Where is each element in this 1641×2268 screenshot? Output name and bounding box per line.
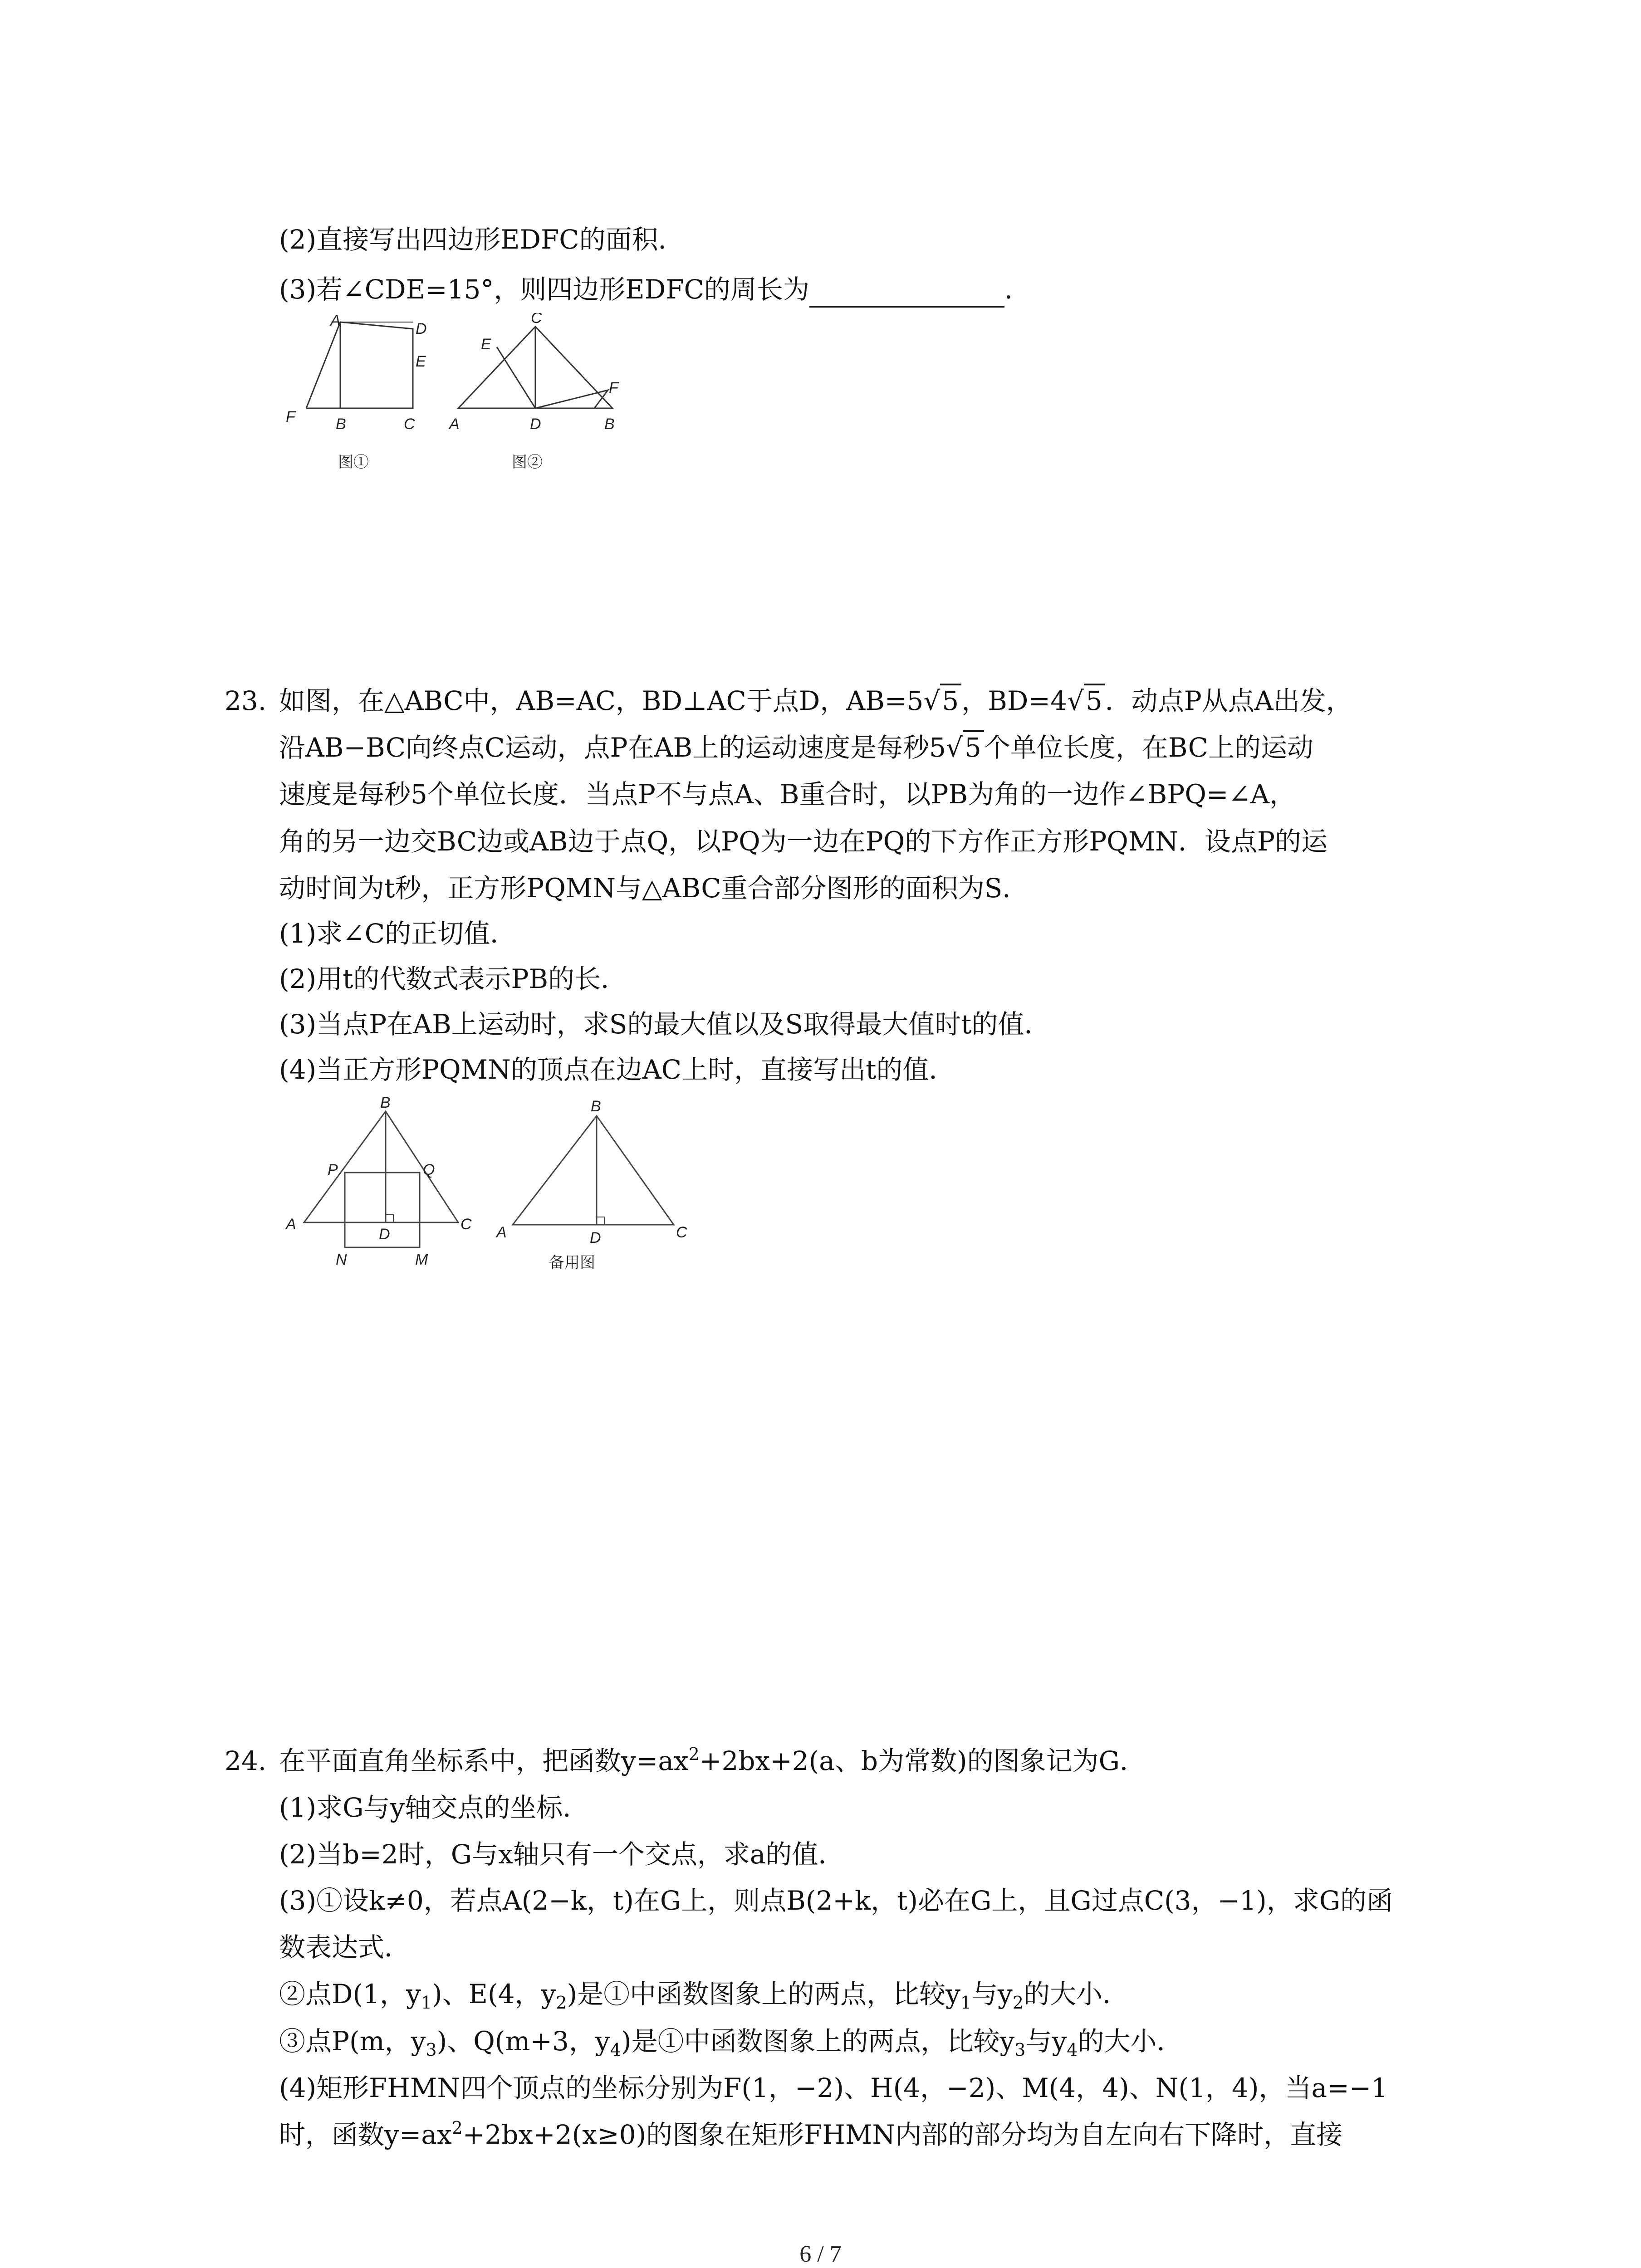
subscript: 2	[1012, 1993, 1024, 2013]
sqrt-5: √5	[946, 729, 984, 766]
q23-line-4: 角的另一边交BC边或AB边于点Q，以PQ为一边在PQ的下方作正方形PQMN．设点P的运	[279, 826, 1328, 857]
q23-part1: (1)求∠C的正切值．	[279, 918, 517, 949]
q23-line-2	[279, 729, 1313, 766]
sqrt-5: √5	[1067, 683, 1105, 719]
q23-part3: (3)当点P在AB上运动时，求S的最大值以及S取得最大值时t的值．	[279, 1009, 1051, 1040]
label-C: C	[404, 415, 415, 433]
q24-part3c	[279, 2023, 1183, 2059]
q23-line2-b: 个单位长度，在BC上的运动	[984, 732, 1313, 763]
q24-part2: (2)当b=2时，G与x轴只有一个交点，求a的值．	[279, 1839, 845, 1870]
t: 时，函数y=ax	[279, 2119, 452, 2150]
label-D: D	[379, 1226, 390, 1243]
q22-part2: (2)直接写出四边形EDFC的面积．	[279, 224, 685, 255]
subscript: 4	[610, 2040, 621, 2060]
q23-line-3: 速度是每秒5个单位长度．当点P不与点A、B重合时，以PB为角的一边作∠BPQ=∠A，	[279, 779, 1296, 810]
sqrt-5: √5	[923, 683, 961, 719]
label-A: A	[330, 313, 341, 329]
subscript: 2	[556, 1993, 567, 2013]
figure-caption: 图②	[512, 454, 543, 471]
t: )、Q(m+3，y	[436, 2026, 610, 2057]
page-number: 6 / 7	[799, 2241, 842, 2267]
label-P: P	[328, 1161, 338, 1178]
q23-line1-a: 如图，在△ABC中，AB=AC，BD⊥AC于点D，AB=5	[279, 685, 924, 716]
label-E: E	[481, 336, 491, 353]
label-N: N	[336, 1251, 347, 1268]
t: ②点D(1，y	[279, 1979, 421, 2009]
label-A: A	[449, 415, 460, 433]
q22-part3-text: (3)若∠CDE=15°，则四边形EDFC的周长为	[279, 274, 809, 305]
q22-figure-1	[277, 313, 467, 481]
label-B: B	[591, 1098, 601, 1115]
subscript: 4	[1067, 2040, 1078, 2060]
t: 与y	[971, 1979, 1013, 2009]
label-D: D	[416, 320, 427, 337]
q24-line-1	[279, 1743, 1146, 1779]
label-D: D	[530, 415, 541, 433]
q24-line1-a: 在平面直角坐标系中，把函数y=ax	[279, 1745, 689, 1776]
label-A: A	[286, 1216, 296, 1233]
q24-part4-line2	[279, 2116, 1342, 2153]
label-Q: Q	[423, 1161, 435, 1178]
label-B: B	[604, 415, 615, 433]
label-C: C	[531, 313, 542, 327]
q23-figure-1	[277, 1093, 476, 1275]
q23-figure-2	[490, 1093, 690, 1284]
q22-part3-end: ．	[1004, 274, 1031, 305]
answer-blank	[809, 280, 1004, 308]
t: +2bx+2(x≥0)的图象在矩形FHMN内部的部分均为自左向右下降时，直接	[462, 2119, 1343, 2150]
q24-part1: (1)求G与y轴交点的坐标．	[279, 1792, 589, 1823]
q24-part4-line1: (4)矩形FHMN四个顶点的坐标分别为F(1，−2)、H(4，−2)、M(4，4)、N(1，4)，当a=−1	[279, 2072, 1388, 2103]
subscript: 3	[426, 2040, 437, 2060]
t: 与y	[1025, 2026, 1067, 2057]
label-C: C	[676, 1224, 687, 1241]
exponent: 2	[451, 2118, 463, 2138]
q22-part3	[279, 271, 1031, 308]
t: )是①中函数图象上的两点，比较y	[621, 2026, 1015, 2057]
q23-line-1	[279, 683, 1352, 719]
q24-number: 24.	[225, 1745, 267, 1776]
q22-figure-2	[445, 313, 640, 481]
q24-part3-line2: 数表达式．	[279, 1932, 411, 1963]
label-D: D	[590, 1229, 601, 1246]
subscript: 1	[421, 1993, 432, 2013]
label-B: B	[336, 415, 346, 433]
t: 的大小．	[1024, 1979, 1129, 2009]
q24-part3-line1: (3)①设k≠0，若点A(2−k，t)在G上，则点B(2+k，t)必在G上，且G过点C(3，−1)，求G的函	[279, 1885, 1393, 1916]
q23-line1-c: ．动点P从点A出发，	[1105, 685, 1352, 716]
q23-line-5: 动时间为t秒，正方形PQMN与△ABC重合部分图形的面积为S．	[279, 873, 1029, 904]
label-E: E	[416, 353, 426, 370]
figure-caption: 图①	[338, 454, 369, 471]
t: )是①中函数图象上的两点，比较y	[567, 1979, 960, 2009]
label-F: F	[286, 408, 295, 425]
q23-line2-a: 沿AB−BC向终点C运动，点P在AB上的运动速度是每秒5	[279, 732, 946, 763]
exponent: 2	[688, 1744, 700, 1764]
label-A: A	[496, 1224, 507, 1241]
t: ③点P(m，y	[279, 2026, 426, 2057]
subscript: 1	[960, 1993, 972, 2013]
q24-line1-b: +2bx+2(a、b为常数)的图象记为G．	[699, 1745, 1146, 1776]
label-M: M	[415, 1251, 428, 1268]
q23-line1-b: ，BD=4	[961, 685, 1067, 716]
q23-number: 23.	[225, 685, 267, 716]
t: 的大小．	[1078, 2026, 1183, 2057]
t: )、E(4，y	[432, 1979, 556, 2009]
label-B: B	[380, 1094, 391, 1111]
q24-part3b	[279, 1976, 1129, 2012]
figure-caption: 备用图	[549, 1254, 595, 1271]
q23-part2: (2)用t的代数式表示PB的长．	[279, 963, 627, 994]
label-F: F	[609, 379, 618, 396]
subscript: 3	[1014, 2040, 1026, 2060]
label-C: C	[460, 1216, 472, 1233]
q23-part4: (4)当正方形PQMN的顶点在边AC上时，直接写出t的值．	[279, 1054, 955, 1085]
